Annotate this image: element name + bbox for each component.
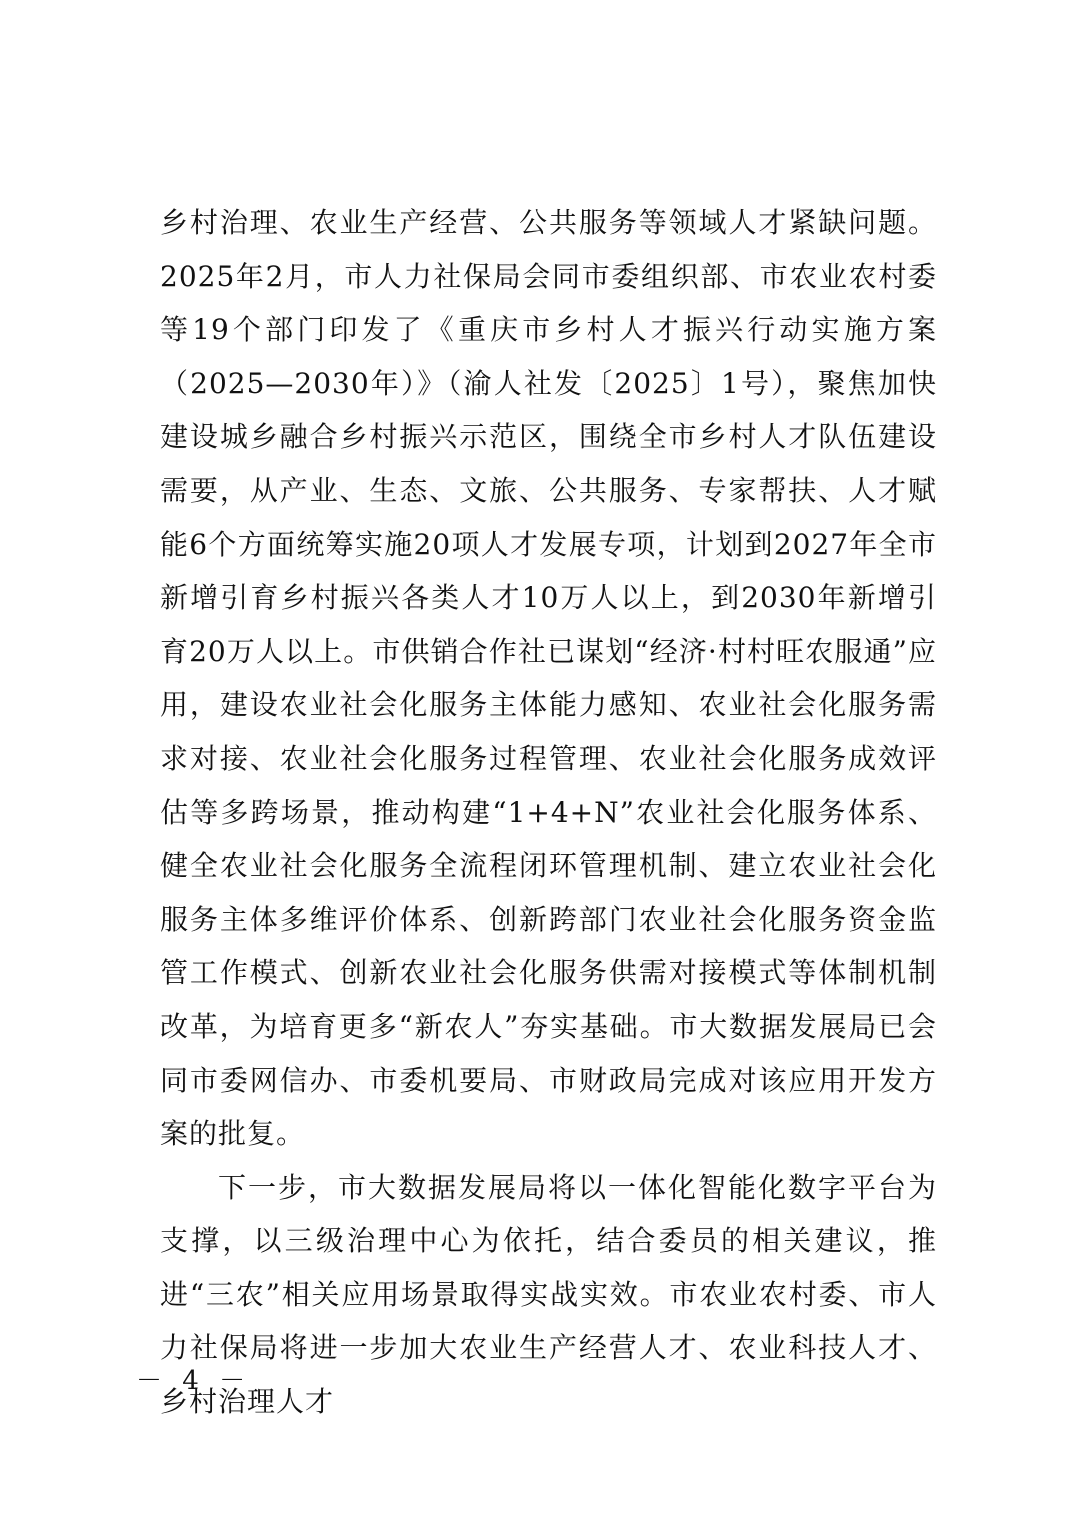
paragraph-continuation: 乡村治理、农业生产经营、公共服务等领域人才紧缺问题。2025年2月，市人力社保局会同市委组织部、市农业农村委等19个部门印发了《重庆市乡村人才振兴行动实施方案（2025—2030年）》（渝人社发〔2025〕1号），聚焦加快建设城乡融合乡村振兴示范区，围绕全市乡村人才队伍建设需要，从产业、生态、文旅、公共服务、专家帮扶、人才赋能6个方面统筹实施20项人才发展专项，计划到2027年全市新增引育乡村振兴各类人才10万人以上，到2030年新增引育20万人以上。市供销合作社已谋划“经济·村村旺农服通”应用，建设农业社会化服务主体能力感知、农业社会化服务需求对接、农业社会化服务过程管理、农业社会化服务成效评估等多跨场景，推动构建“1+4+N”农业社会化服务体系、健全农业社会化服务全流程闭环管理机制、建立农业社会化服务主体多维评价体系、创新跨部门农业社会化服务资金监管工作模式、创新农业社会化服务供需对接模式等体制机制改革，为培育更多“新农人”夯实基础。市大数据发展局已会同市委网信办、市委机要局、市财政局完成对该应用开发方案的批复。 bbox=[160, 206, 937, 1151]
body-text bbox=[160, 196, 937, 1429]
paragraph-next-step: 下一步，市大数据发展局将以一体化智能化数字平台为支撑，以三级治理中心为依托，结合委员的相关建议，推进“三农”相关应用场景取得实战实效。市农业农村委、市人力社保局将进一步加大农业生产经营人才、农业科技人才、乡村治理人才 bbox=[160, 1170, 937, 1419]
page-number: － 4 － bbox=[136, 1366, 252, 1396]
